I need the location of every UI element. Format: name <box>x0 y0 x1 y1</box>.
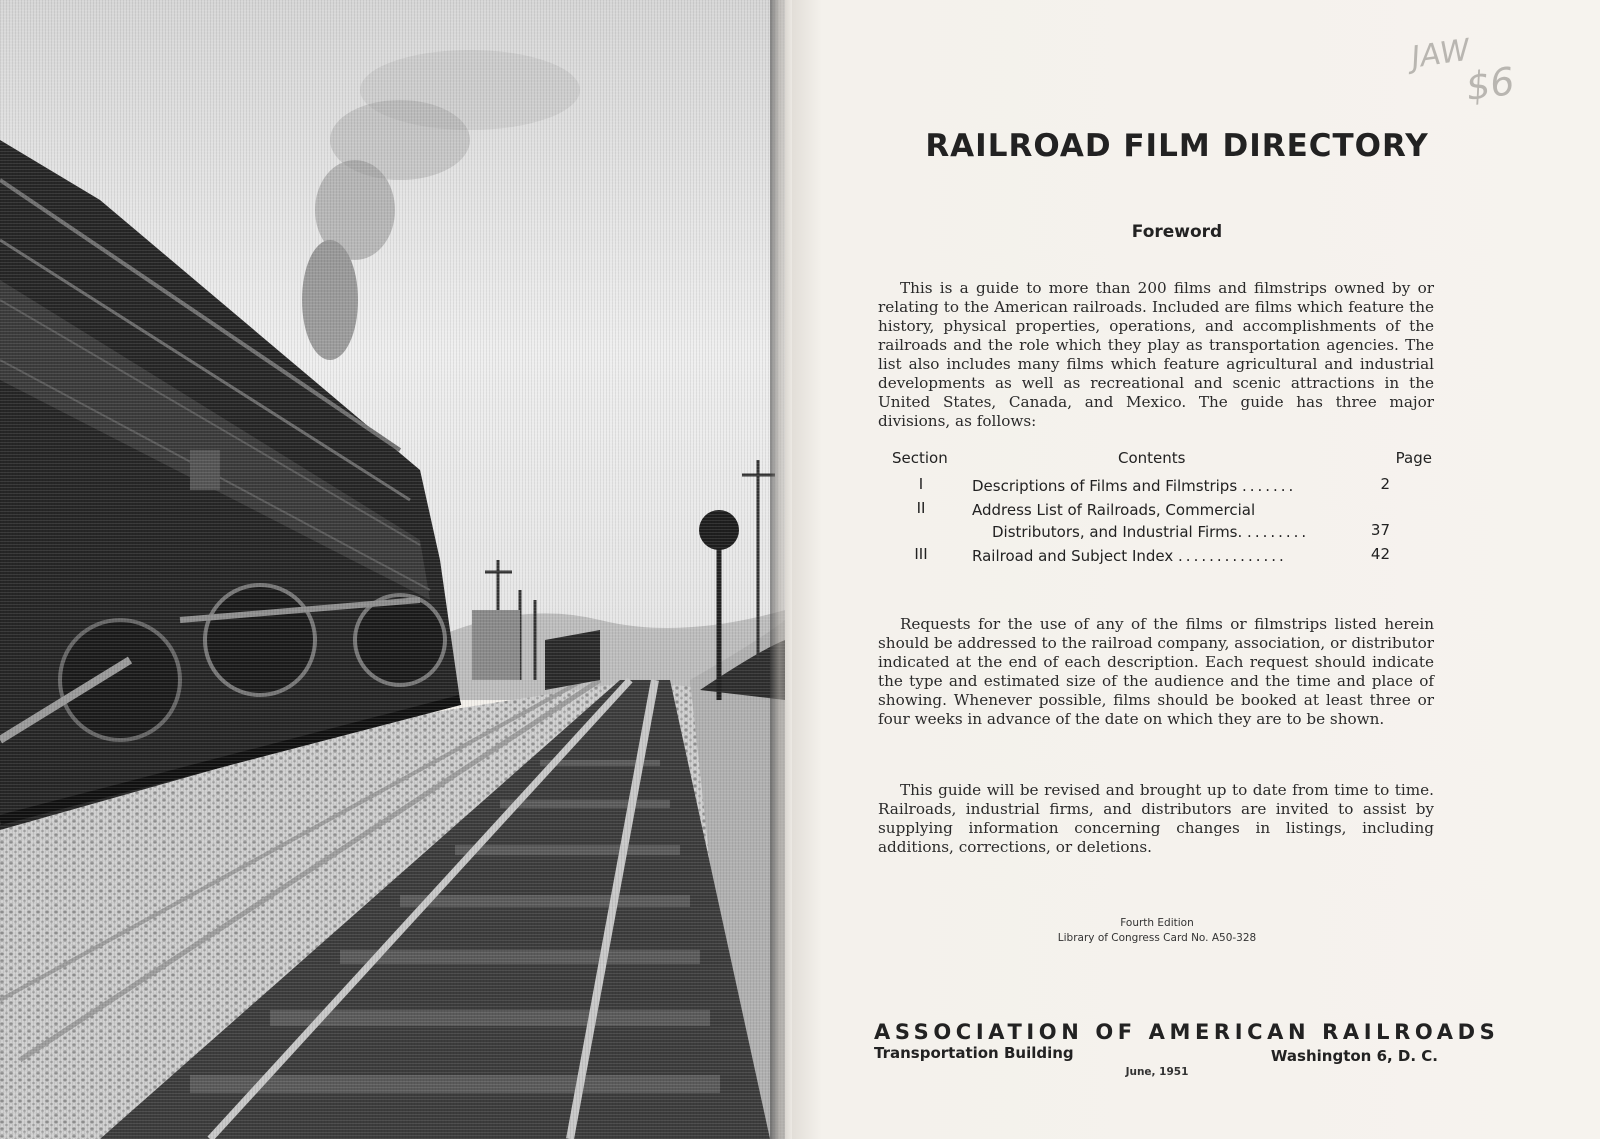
toc-entry <box>972 499 1364 543</box>
frontispiece-photo <box>0 0 785 1139</box>
table-of-contents <box>892 449 1432 569</box>
publisher-name: ASSOCIATION OF AMERICAN RAILROADS <box>874 1020 1500 1044</box>
toc-header-contents: Contents <box>1118 449 1186 467</box>
foreword-paragraph-3: This guide will be revised and brought up to date from time to time. Railroads, industrial firms, and distributors are invited to assist by supplying information concerning changes in listings, including additions, corrections, or deletions. <box>878 781 1434 857</box>
library-of-congress-card: Library of Congress Card No. A50-328 <box>1057 932 1257 944</box>
toc-row <box>892 499 1432 545</box>
toc-section-number: III <box>914 545 928 563</box>
toc-entry-title: Address List of Railroads, Commercial <box>972 501 1256 519</box>
toc-header-page: Page <box>1395 449 1432 467</box>
toc-section-number: II <box>916 499 926 517</box>
book-gutter <box>770 0 794 1139</box>
toc-leader: .............. <box>1178 547 1287 565</box>
toc-leader: ....... <box>1241 477 1297 495</box>
edition-label: Fourth Edition <box>1120 917 1194 929</box>
foreword-heading: Foreword <box>1131 222 1223 242</box>
toc-row <box>892 545 1432 569</box>
toc-entry-title-continued <box>972 521 1364 543</box>
annotation-line-1: JAW <box>1409 32 1472 76</box>
railroad-photo <box>0 0 785 1139</box>
publication-date: June, 1951 <box>1125 1066 1189 1078</box>
publisher-city: Washington 6, D. C. <box>1270 1047 1438 1065</box>
toc-row <box>892 475 1432 499</box>
toc-page-number: 2 <box>1380 475 1390 493</box>
toc-section-number: I <box>918 475 924 493</box>
toc-header-section: Section <box>892 449 948 467</box>
toc-entry <box>972 545 1364 567</box>
toc-entry-title: Descriptions of Films and Filmstrips <box>972 477 1238 495</box>
toc-leader: ........ <box>1247 523 1310 541</box>
toc-header <box>892 449 1432 475</box>
toc-entry-title-line-2: Distributors, and Industrial Firms. <box>992 523 1243 541</box>
title-page <box>792 0 1600 1139</box>
distant-train <box>545 630 600 690</box>
publisher-building: Transportation Building <box>874 1044 1074 1062</box>
signal-tower <box>472 610 520 680</box>
annotation-line-2: $6 <box>1463 58 1518 110</box>
toc-entry <box>972 475 1364 497</box>
foreword-paragraph-1: This is a guide to more than 200 films and filmstrips owned by or relating to the American railroads. Included are films which feature the history, physical properties, operations, and accomplishments of the railroads and the role which they play as transportation agencies. The list also includes many films which feature agricultural and industrial developments as well as recreational and scenic attractions in the United States, Canada, and Mexico. The guide has three major divisions, as follows: <box>878 279 1434 431</box>
edition-info <box>792 916 1522 946</box>
toc-page-number: 42 <box>1370 545 1390 563</box>
handwritten-annotation <box>1409 20 1569 120</box>
page-title: RAILROAD FILM DIRECTORY <box>925 128 1429 164</box>
toc-page-number: 37 <box>1370 521 1390 539</box>
foreword-paragraph-2: Requests for the use of any of the films or filmstrips listed herein should be addressed to the railroad company, association, or distributor indicated at the end of each description. Each request should indicate the type and estimated size of the audience and the time and place of showing. Whenever possible, films should be booked at least three or four weeks in advance of the date on which they are to be shown. <box>878 615 1434 729</box>
toc-entry-title: Railroad and Subject Index <box>972 547 1174 565</box>
